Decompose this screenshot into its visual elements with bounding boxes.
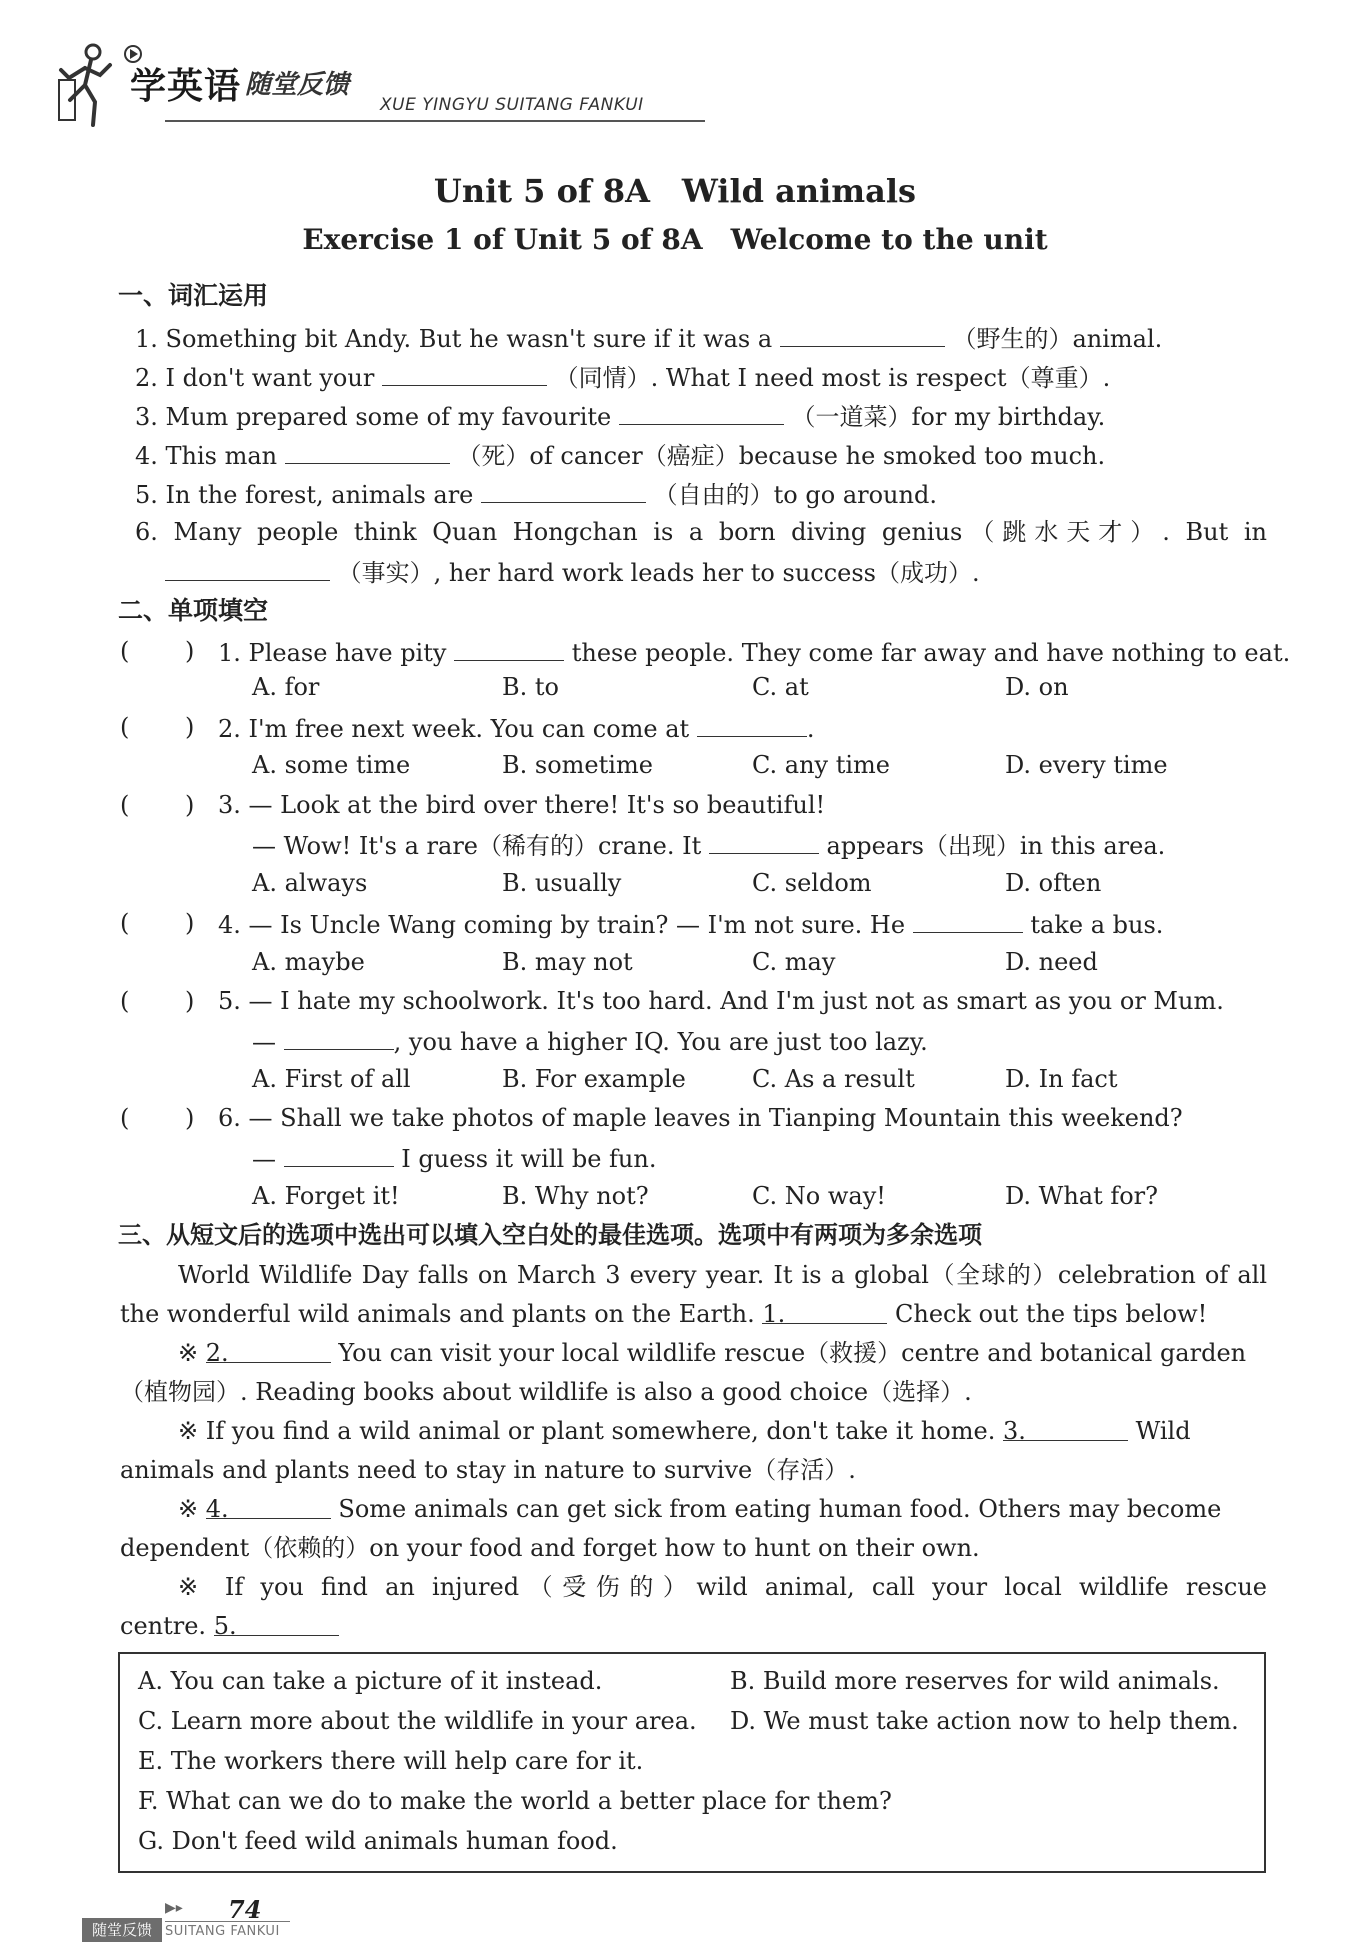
choice-b: B. Build more reserves for wild animals. [730,1667,1220,1695]
passage-line [178,1492,1221,1526]
vocab-item-text: 2. I don't want your [135,364,375,392]
question-text: — Wow! It's a rare（稀有的）crane. It [252,832,702,860]
option-a: A. some time [252,751,411,779]
mcq-question-2 [218,710,814,746]
blank-number: 3. [1002,1417,1026,1445]
passage-line: （植物园）. Reading books about wildlife is also a good choice（选择）. [120,1378,972,1406]
option-c: C. any time [752,751,890,779]
passage-text: ※ If you find a wild animal or plant somewhere, don't take it home. [178,1417,996,1445]
answer-blank[interactable] [697,710,807,737]
question-number: 2. [218,715,241,743]
answer-blank[interactable] [213,1609,339,1640]
option-b: B. Why not? [502,1182,649,1210]
passage-line [178,1414,1191,1448]
question-number: 1. [218,639,241,667]
passage-line: animals and plants need to stay in nature to survive（存活）. [120,1456,856,1484]
question-text: . [806,715,815,743]
answer-blank[interactable] [762,1297,887,1328]
option-a: A. First of all [252,1065,411,1093]
option-a: A. maybe [252,948,365,976]
passage-text: Check out the tips below! [895,1300,1208,1328]
footer-rule [165,1921,290,1922]
section1-heading: 一、词汇运用 [118,281,269,310]
answer-blank[interactable] [284,1140,394,1167]
mcq-question-6 [218,1101,1183,1135]
header-rule [165,120,705,122]
answer-blank[interactable] [165,554,330,581]
option-c: C. at [752,673,809,701]
vocab-item-1 [135,320,1162,356]
option-c: C. No way! [752,1182,886,1210]
answer-paren[interactable]: ( ) [120,713,195,741]
question-text: I'm free next week. You can come at [248,715,690,743]
question-text: Please have pity [248,639,447,667]
exercise-title: Exercise 1 of Unit 5 of 8A Welcome to the unit [302,223,1048,256]
choice-f: F. What can we do to make the world a better place for them? [138,1787,892,1815]
page-header [55,40,695,140]
passage-text: centre. [120,1612,207,1640]
option-b: B. may not [502,948,633,976]
answer-blank[interactable] [780,320,945,347]
question-number: 3. [218,791,241,819]
section2-heading: 二、单项填空 [118,596,269,625]
choice-c: C. Learn more about the wildlife in your area. [138,1707,697,1735]
arrow-icon: ▶▸ [165,1900,183,1916]
option-b: B. sometime [502,751,653,779]
question-text: take a bus. [1030,911,1164,939]
choice-d: D. We must take action now to help them. [730,1707,1239,1735]
answer-blank[interactable] [913,906,1023,933]
question-text: — Is Uncle Wang coming by train? — I'm not sure. He [248,911,906,939]
choice-a: A. You can take a picture of it instead. [138,1667,603,1695]
choice-e: E. The workers there will help care for it. [138,1747,644,1775]
question-text: — Shall we take photos of maple leaves in Tianping Mountain this weekend? [248,1104,1183,1132]
brand-title: 学英语 [130,66,242,107]
unit-title: Unit 5 of 8A Wild animals [433,172,917,210]
option-c: C. may [752,948,836,976]
answer-blank[interactable] [1002,1414,1128,1445]
option-d: D. need [1005,948,1098,976]
vocab-item-5 [135,476,937,512]
answer-blank[interactable] [709,827,819,854]
vocab-item-text: （同情）. What I need most is respect（尊重）. [554,364,1111,392]
option-d: D. often [1005,869,1102,897]
question-number: 4. [218,911,241,939]
mcq-question-4 [218,906,1163,942]
page-number: 74 [228,1895,262,1924]
blank-number: 5. [213,1612,237,1640]
vocab-item-text: （野生的）animal. [952,325,1163,353]
option-c: C. As a result [752,1065,915,1093]
answer-blank[interactable] [382,359,547,386]
reference-mark: ※ [178,1495,199,1523]
choice-g: G. Don't feed wild animals human food. [138,1827,618,1855]
brand-pinyin: XUE YINGYU SUITANG FANKUI [380,95,644,115]
passage-text: You can visit your local wildlife rescue（救援）centre and botanical garden [338,1339,1247,1367]
mcq-question-6-line2 [252,1140,656,1176]
question-text: appears（出现）in this area. [826,832,1166,860]
mcq-question-3 [218,788,825,822]
footer-badge-en: SUITANG FANKUI [165,1924,280,1939]
answer-blank[interactable] [205,1336,331,1367]
answer-blank[interactable] [481,476,646,503]
answer-paren[interactable]: ( ) [120,987,195,1015]
reference-mark: ※ [178,1339,199,1367]
vocab-item-text: 1. Something bit Andy. But he wasn't sure if it was a [135,325,773,353]
question-text: — [252,1028,276,1056]
answer-paren[interactable]: ( ) [120,1104,195,1132]
question-text: I guess it will be fun. [401,1145,657,1173]
answer-blank[interactable] [284,1023,394,1050]
passage-text: Wild [1135,1417,1191,1445]
question-text: , you have a higher IQ. You are just too lazy. [393,1028,928,1056]
question-number: 5. [218,987,241,1015]
footer-badge: 随堂反馈 [82,1918,162,1942]
vocab-item-text: （死）of cancer（癌症）because he smoked too much. [457,442,1106,470]
option-d: D. every time [1005,751,1168,779]
question-text: — [252,1145,276,1173]
blank-number: 4. [205,1495,229,1523]
blank-number: 1. [762,1300,786,1328]
vocab-item-6: 6. Many people think Quan Hongchan is a born diving genius（跳水天才）. But in [135,518,1267,546]
vocab-item-text: （一道菜）for my birthday. [791,403,1106,431]
passage-line: World Wildlife Day falls on March 3 every year. It is a global（全球的）celebration of all [178,1261,1267,1289]
option-b: B. For example [502,1065,686,1093]
option-a: A. always [252,869,368,897]
answer-paren[interactable]: ( ) [120,791,195,819]
vocab-item-4 [135,437,1105,473]
blank-number: 2. [205,1339,229,1367]
question-text: — I hate my schoolwork. It's too hard. And I'm just not as smart as you or Mum. [248,987,1224,1015]
vocab-item-text: （事实）, her hard work leads her to success（成功）. [337,559,980,587]
section3-heading: 三、从短文后的选项中选出可以填入空白处的最佳选项。选项中有两项为多余选项 [118,1221,982,1249]
mcq-question-5 [218,984,1224,1018]
brand-subtitle: 随堂反馈 [245,70,350,100]
answer-paren[interactable]: ( ) [120,909,195,937]
passage-line [178,1336,1246,1370]
option-c: C. seldom [752,869,872,897]
option-a: A. Forget it! [252,1182,400,1210]
option-a: A. for [252,673,320,701]
passage-line [120,1297,1207,1331]
question-number: 6. [218,1104,241,1132]
mcq-question-5-line2 [252,1023,928,1059]
passage-line: dependent（依赖的）on your food and forget how to hunt on their own. [120,1534,980,1562]
option-d: D. on [1005,673,1069,701]
option-b: B. to [502,673,559,701]
mcq-question-1 [218,634,1290,670]
passage-text: the wonderful wild animals and plants on the Earth. [120,1300,755,1328]
option-b: B. usually [502,869,622,897]
vocab-item-text: 3. Mum prepared some of my favourite [135,403,612,431]
vocab-item-6-cont [165,554,980,590]
answer-blank[interactable] [285,437,450,464]
mcq-question-3-line2 [252,827,1165,863]
passage-text: Some animals can get sick from eating human food. Others may become [338,1495,1222,1523]
question-text: these people. They come far away and have nothing to eat. [571,639,1291,667]
option-d: D. In fact [1005,1065,1118,1093]
vocab-item-text: 5. In the forest, animals are [135,481,474,509]
option-d: D. What for? [1005,1182,1159,1210]
answer-blank[interactable] [454,634,564,661]
passage-line [120,1609,339,1643]
vocab-item-text: 4. This man [135,442,278,470]
vocab-item-2 [135,359,1110,395]
vocab-item-3 [135,398,1105,434]
vocab-item-text: （自由的）to go around. [653,481,937,509]
answer-blank[interactable] [205,1492,331,1523]
answer-blank[interactable] [619,398,784,425]
answer-paren[interactable]: ( ) [120,637,195,665]
passage-line: ※ If you find an injured（受伤的）wild animal, call your local wildlife rescue [178,1573,1267,1601]
question-text: — Look at the bird over there! It's so beautiful! [248,791,826,819]
